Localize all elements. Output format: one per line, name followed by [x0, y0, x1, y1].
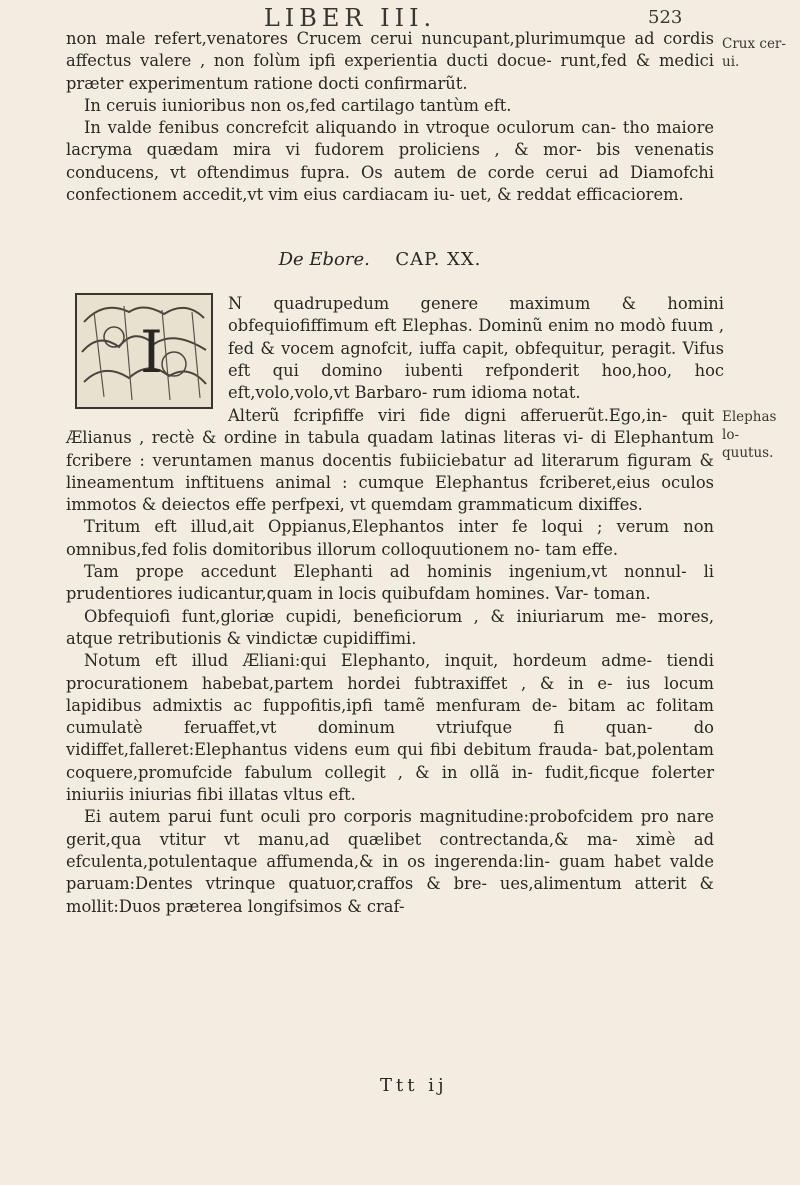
paragraph: Ei autem parui funt oculi pro corporis magnitudine:probofcidem pro nare gerit,qua vtitur vt manu,ad quælibet contrectanda,& ma- ximè ad efculenta,potulentaque affumenda,& in os ingerenda:lin- guam habet valde paruam:Dentes vtrinque quatuor,craffos & bre- ues,alimentum atterit & mollit:Duos præterea longifsimos & craf- [66, 807, 714, 916]
chapter-title: De Ebore. [278, 249, 370, 270]
margin-note-crux: Crux cer- ui. [722, 36, 786, 70]
text-block-top [66, 28, 714, 206]
paragraph: non male refert,venatores Crucem cerui nuncupant,plurimumque ad cordis affectus valere , non folùm ipfi experientia ducti docue- runt,fed & medici præter experimentum ratione docti confirmarũt. [66, 29, 714, 93]
text-block-initial [228, 293, 724, 404]
paragraph: Tam prope accedunt Elephanti ad hominis ingenium,vt nonnul- li prudentiores iudicantur,quam in locis quibufdam homines. Var- toman. [66, 562, 714, 604]
paragraph: Notum eft illud Æliani:qui Elephanto, inquit, hordeum adme- tiendi procurationem habebat,partem hordei fubtraxiffet , & in e- ius locum lapidibus admixtis ac fuppofitis,ipfi tamẽ menfuram de- bitam ac folitam cumulatè feruaffet,vt dominum vtriufque fi quan- do vidiffet,falleret:Elephantus videns eum qui fibi debitum frauda- bat,polentam coquere,promufcide fabulum collegit , & in ollã in- fudit,ficque folerter iniuriis iniurias fibi illatas vltus eft. [66, 651, 714, 805]
text-block-main [66, 405, 714, 918]
signature-mark: Ttt ij [380, 1075, 448, 1096]
woodcut-initial-illustration [74, 292, 214, 410]
chapter-number: CAP. XX. [395, 249, 482, 270]
chapter-heading [120, 249, 640, 270]
running-head: LIBER III. [263, 4, 437, 32]
paragraph-with-initial: N quadrupedum genere maximum & homini obfequiofiffimum eft Elephas. Dominũ enim no modò fuum , fed & vocem agnofcit, iuffa capit, obfequitur, peragit. Vifus eft qui domino iubenti refponderit hoo,hoo, hoc eft,volo,volo,vt Barbaro- rum idioma notat. [228, 294, 724, 403]
paragraph: Tritum eft illud,ait Oppianus,Elephantos inter fe loqui ; verum non omnibus,fed folis domitoribus illorum colloquutionem no- tam effe. [66, 517, 714, 559]
decorated-initial-image [74, 292, 214, 410]
page-number: 523 [648, 7, 683, 28]
paragraph: In valde fenibus concrefcit aliquando in vtroque oculorum can- tho maiore lacryma quædam mira vi fudorem proliciens , & mor- bis venenatis conducens, vt oftendimus fupra. Os autem de corde cerui ad Diamofchi confectionem accedit,vt vim eius cardiacam iu- uet, & reddat efficaciorem. [66, 118, 714, 205]
paragraph: Obfequiofi funt,gloriæ cupidi, beneficiorum , & iniuriarum me- mores, atque retributionis & vindictæ cupidiffimi. [66, 606, 714, 648]
margin-note-elephas: Elephas lo- quutus. [722, 409, 777, 461]
initial-letter: I [140, 318, 163, 386]
paragraph: In ceruis iunioribus non os,fed cartilago tantùm eft. [84, 95, 512, 115]
paragraph: Alterũ fcripfiffe viri fide digni afferuerũt.Ego,in- quit Ælianus , rectè & ordine in tabula quadam latinas literas vi- di Elephantum fcribere : veruntamen manus docentis fubiiciebatur ad literarum figuram & lineamentum inftituens animal : cumque Elephantus fcriberet,eius oculos immotos & deiectos effe perfpexi, vt quemdam grammaticum dixiffes. [66, 406, 714, 515]
